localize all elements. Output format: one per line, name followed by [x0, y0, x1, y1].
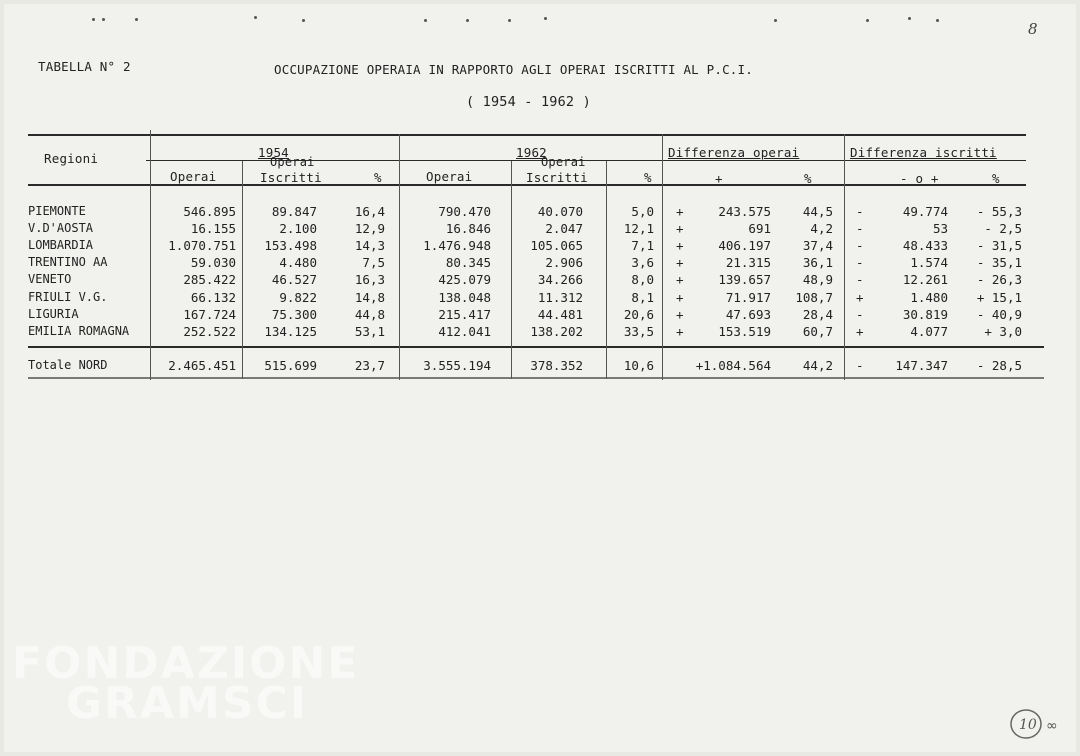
cell-pct-1954: 53,1 [354, 323, 385, 339]
cell-iscritti-1954: 75.300 [271, 306, 317, 322]
scan-speck [936, 19, 939, 22]
cell-diff-operai-pct: 37,4 [802, 238, 833, 254]
cell-region: PIEMONTE [28, 204, 86, 218]
total-top-rule [28, 346, 1044, 348]
cell-region: EMILIA ROMAGNA [28, 323, 130, 338]
cell-diff-operai: 406.197 [718, 238, 771, 254]
cell-diff-iscritti-sign: - [856, 272, 864, 288]
cell-diff-iscritti-sign: + [856, 289, 864, 305]
cell-diff-iscritti-pct: + 3,0 [984, 323, 1022, 339]
col-divider [606, 161, 607, 379]
header-operai-iscritti-1954-top: Operai [270, 155, 315, 169]
cell-pct-1954: 12,9 [354, 221, 385, 237]
cell-iscritti-1954: 2.100 [279, 221, 317, 237]
cell-pct-1954: 16,4 [354, 204, 385, 219]
watermark-line-2: GRAMSCI [66, 678, 309, 729]
header-diff-iscritti-sign: - o + [900, 171, 939, 186]
header-diff-operai: Differenza operai [668, 145, 800, 160]
col-divider [844, 134, 845, 380]
cell-iscritti-1962: 378.352 [530, 358, 583, 373]
col-divider [399, 134, 400, 380]
cell-diff-operai-sign: + [676, 221, 684, 237]
scan-speck [544, 17, 547, 20]
cell-pct-1962: 20,6 [623, 306, 654, 322]
header-diff-iscritti-pct: % [992, 171, 1000, 186]
cell-operai-1954: 66.132 [190, 289, 236, 305]
cell-operai-1954: 16.155 [190, 221, 236, 237]
scan-speck [466, 19, 469, 22]
scan-speck [774, 19, 777, 22]
scan-speck [254, 16, 257, 19]
cell-operai-1962: 3.555.194 [423, 358, 491, 373]
cell-pct-1962: 3,6 [631, 255, 654, 271]
cell-diff-operai-pct: 36,1 [802, 255, 833, 271]
cell-iscritti-1954: 4.480 [279, 255, 317, 271]
header-operai-iscritti-1954-bottom: Iscritti [260, 170, 322, 185]
cell-diff-operai: 21.315 [725, 255, 771, 271]
cell-diff-iscritti-pct: - 31,5 [976, 238, 1022, 254]
cell-region: LOMBARDIA [28, 238, 94, 253]
cell-diff-operai: 243.575 [718, 204, 771, 219]
cell-diff-operai-pct: 44,2 [802, 358, 833, 373]
cell-pct-1962: 5,0 [631, 204, 654, 219]
cell-diff-operai: 139.657 [718, 272, 771, 288]
cell-iscritti-1962: 2.047 [545, 221, 583, 237]
cell-pct-1954: 7,5 [362, 255, 385, 271]
cell-diff-iscritti-sign: - [856, 358, 864, 373]
cell-pct-1962: 7,1 [631, 238, 654, 254]
table-label: TABELLA N° 2 [38, 59, 131, 74]
cell-diff-iscritti-pct: + 15,1 [976, 289, 1022, 305]
header-operai-1962: Operai [426, 169, 473, 184]
cell-operai-1962: 1.476.948 [423, 238, 491, 254]
cell-pct-1962: 33,5 [623, 323, 654, 339]
cell-operai-1954: 2.465.451 [168, 358, 236, 373]
cell-diff-operai: 71.917 [725, 289, 771, 305]
cell-diff-iscritti: 53 [932, 221, 948, 237]
cell-iscritti-1954: 153.498 [264, 238, 317, 254]
cell-operai-1954: 167.724 [183, 306, 236, 322]
watermark-line-1: FONDAZIONE [12, 638, 360, 689]
cell-diff-operai-sign: + [676, 204, 684, 219]
cell-diff-iscritti-pct: - 26,3 [976, 272, 1022, 288]
cell-pct-1962: 8,1 [631, 289, 654, 305]
cell-iscritti-1962: 40.070 [537, 204, 583, 219]
cell-diff-iscritti-sign: - [856, 204, 864, 219]
cell-iscritti-1962: 34.266 [537, 272, 583, 288]
cell-diff-iscritti-sign: - [856, 221, 864, 237]
cell-operai-1954: 252.522 [183, 323, 236, 339]
cell-diff-operai-sign: + [676, 306, 684, 322]
cell-diff-operai-pct: 4,2 [810, 221, 833, 237]
cell-operai-1954: 59.030 [190, 255, 236, 271]
cell-iscritti-1954: 89.847 [271, 204, 317, 219]
cell-region: V.D'AOSTA [28, 221, 94, 236]
cell-diff-iscritti-pct: - 55,3 [976, 204, 1022, 219]
cell-diff-operai-pct: 60,7 [802, 323, 833, 339]
cell-operai-1954: 1.070.751 [168, 238, 236, 254]
cell-iscritti-1954: 46.527 [271, 272, 317, 288]
cell-diff-iscritti-pct: - 35,1 [976, 255, 1022, 271]
cell-operai-1962: 80.345 [445, 255, 491, 271]
cell-operai-1962: 412.041 [438, 323, 491, 339]
cell-diff-iscritti: 1.574 [910, 255, 948, 271]
cell-operai-1954: 546.895 [183, 204, 236, 219]
cell-diff-iscritti-pct: - 2,5 [984, 221, 1022, 237]
table-top-rule [28, 134, 1026, 136]
cell-operai-1962: 16.846 [445, 221, 491, 237]
cell-diff-iscritti-sign: + [856, 323, 864, 339]
cell-diff-iscritti: 147.347 [895, 358, 948, 373]
cell-iscritti-1962: 11.312 [537, 289, 583, 305]
cell-pct-1954: 16,3 [354, 272, 385, 288]
cell-iscritti-1954: 515.699 [264, 358, 317, 373]
col-divider [511, 161, 512, 379]
cell-diff-iscritti: 12.261 [902, 272, 948, 288]
cell-pct-1954: 44,8 [354, 306, 385, 322]
cell-iscritti-1962: 138.202 [530, 323, 583, 339]
cell-region: Totale NORD [28, 358, 108, 372]
cell-iscritti-1962: 105.065 [530, 238, 583, 254]
cell-diff-iscritti: 1.480 [910, 289, 948, 305]
cell-diff-operai-sign: + [676, 238, 684, 254]
cell-diff-operai-sign: + [676, 323, 684, 339]
scan-speck [908, 17, 911, 20]
stamp-mark: ∞ [1046, 718, 1058, 734]
cell-pct-1962: 12,1 [623, 221, 654, 237]
header-pct-1962: % [644, 170, 652, 185]
cell-pct-1954: 23,7 [354, 358, 385, 373]
cell-region: VENETO [28, 272, 72, 287]
cell-diff-iscritti-sign: - [856, 306, 864, 322]
header-year-1962: 1962 [516, 145, 547, 160]
stamp-number: 10 [1019, 717, 1037, 733]
cell-diff-operai-sign: + [676, 272, 684, 288]
cell-diff-operai: 47.693 [725, 306, 771, 322]
header-diff-operai-pct: % [804, 171, 812, 186]
scan-speck [92, 18, 95, 21]
scan-speck [135, 18, 138, 21]
scan-speck [508, 19, 511, 22]
cell-pct-1962: 10,6 [623, 358, 654, 373]
cell-iscritti-1954: 9.822 [279, 289, 317, 305]
cell-diff-operai: 691 [748, 221, 771, 237]
header-operai-1954: Operai [170, 169, 217, 184]
scan-speck [866, 19, 869, 22]
cell-region: LIGURIA [28, 306, 79, 321]
cell-diff-iscritti-pct: - 40,9 [976, 306, 1022, 322]
header-regioni: Regioni [44, 151, 99, 166]
cell-diff-iscritti-pct: - 28,5 [976, 358, 1022, 373]
scan-speck [302, 19, 305, 22]
cell-diff-iscritti: 4.077 [910, 323, 948, 339]
cell-diff-operai-pct: 44,5 [802, 204, 833, 219]
archive-stamp [1008, 704, 1068, 744]
col-divider [242, 161, 243, 379]
page-title: OCCUPAZIONE OPERAIA IN RAPPORTO AGLI OPERAI ISCRITTI AL P.C.I. [274, 62, 753, 77]
header-pct-1954: % [374, 170, 382, 185]
cell-pct-1962: 8,0 [631, 272, 654, 288]
cell-operai-1962: 790.470 [438, 204, 491, 219]
cell-diff-operai-pct: 108,7 [795, 289, 833, 305]
cell-operai-1962: 138.048 [438, 289, 491, 305]
cell-diff-operai-sign: + [676, 289, 684, 305]
scan-speck [102, 18, 105, 21]
cell-region: TRENTINO AA [28, 255, 108, 270]
cell-diff-operai-sign: + [676, 255, 684, 271]
cell-iscritti-1962: 44.481 [537, 306, 583, 322]
cell-diff-iscritti-sign: - [856, 238, 864, 254]
cell-pct-1954: 14,3 [354, 238, 385, 254]
watermark [12, 638, 360, 729]
header-operai-iscritti-1962-bottom: Iscritti [526, 170, 588, 185]
header-diff-operai-sign: + [715, 171, 723, 186]
page-subtitle: ( 1954 - 1962 ) [466, 94, 591, 110]
cell-iscritti-1954: 134.125 [264, 323, 317, 339]
scan-speck [424, 19, 427, 22]
page-number: 8 [1028, 20, 1038, 38]
cell-operai-1962: 215.417 [438, 306, 491, 322]
header-year-1954: 1954 [258, 145, 289, 160]
cell-operai-1954: 285.422 [183, 272, 236, 288]
cell-pct-1954: 14,8 [354, 289, 385, 305]
header-operai-iscritti-1962-top: Operai [541, 155, 586, 169]
cell-region: FRIULI V.G. [28, 289, 108, 304]
cell-diff-iscritti-sign: - [856, 255, 864, 271]
cell-diff-operai: 153.519 [718, 323, 771, 339]
total-bottom-rule [28, 377, 1044, 379]
cell-diff-iscritti: 49.774 [902, 204, 948, 219]
cell-operai-1962: 425.079 [438, 272, 491, 288]
cell-iscritti-1962: 2.906 [545, 255, 583, 271]
document-page [4, 4, 1076, 752]
cell-diff-iscritti: 30.819 [902, 306, 948, 322]
cell-diff-operai-pct: 28,4 [802, 306, 833, 322]
col-divider [662, 134, 663, 380]
header-diff-iscritti: Differenza iscritti [850, 145, 997, 160]
col-divider [150, 130, 151, 380]
cell-diff-iscritti: 48.433 [902, 238, 948, 254]
cell-diff-operai-pct: 48,9 [802, 272, 833, 288]
cell-diff-operai: +1.084.564 [695, 358, 771, 373]
